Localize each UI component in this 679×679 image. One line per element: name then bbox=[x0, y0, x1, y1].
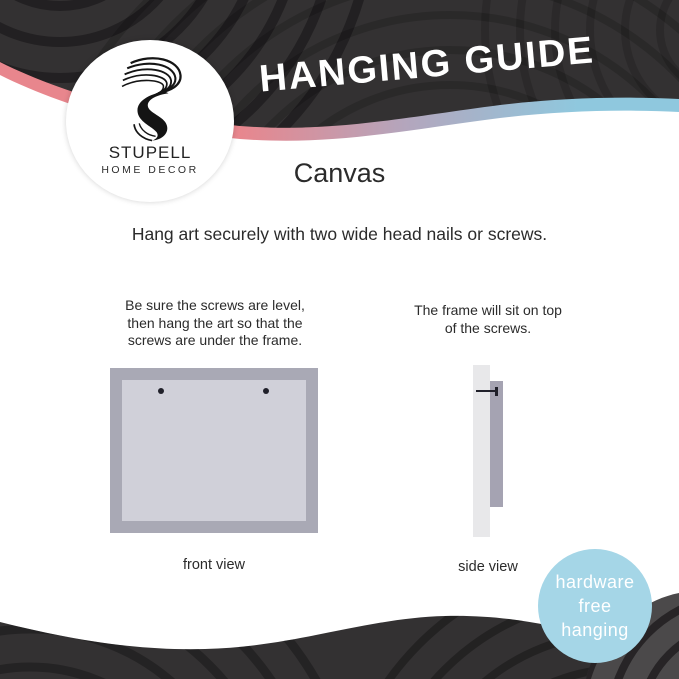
side-view-instructions bbox=[398, 302, 578, 337]
page-subtitle: Hang art securely with two wide head nails or screws. bbox=[131, 224, 548, 244]
badge-line: free bbox=[578, 596, 612, 616]
side-nail-icon bbox=[476, 390, 497, 392]
front-instruction-line: screws are under the frame. bbox=[127, 332, 303, 348]
front-view-label: front view bbox=[182, 557, 246, 573]
side-instruction-line: of the screws. bbox=[444, 319, 532, 336]
page-title: Canvas bbox=[293, 158, 386, 188]
front-view-diagram bbox=[110, 368, 318, 533]
side-nail-head-icon bbox=[495, 387, 498, 396]
front-instruction-line: Be sure the screws are level, bbox=[125, 297, 305, 313]
brand-name: STUPELL bbox=[108, 143, 192, 162]
side-view-label: side view bbox=[458, 559, 518, 575]
side-view-frame bbox=[490, 381, 503, 507]
hardware-free-badge bbox=[538, 549, 652, 663]
badge-line: hardware bbox=[555, 572, 635, 592]
side-instruction-line: The frame will sit on top bbox=[414, 302, 562, 318]
banner-title: HANGING GUIDE bbox=[257, 29, 597, 101]
badge-line: hanging bbox=[561, 620, 629, 640]
stupell-s-swoosh-icon bbox=[110, 52, 196, 144]
brand-tagline: HOME DECOR bbox=[101, 164, 199, 176]
front-instruction-line: then hang the art so that the bbox=[127, 314, 303, 331]
front-view-instructions bbox=[105, 297, 325, 350]
nail-head-left-icon bbox=[158, 388, 164, 394]
nail-head-right-icon bbox=[263, 388, 269, 394]
